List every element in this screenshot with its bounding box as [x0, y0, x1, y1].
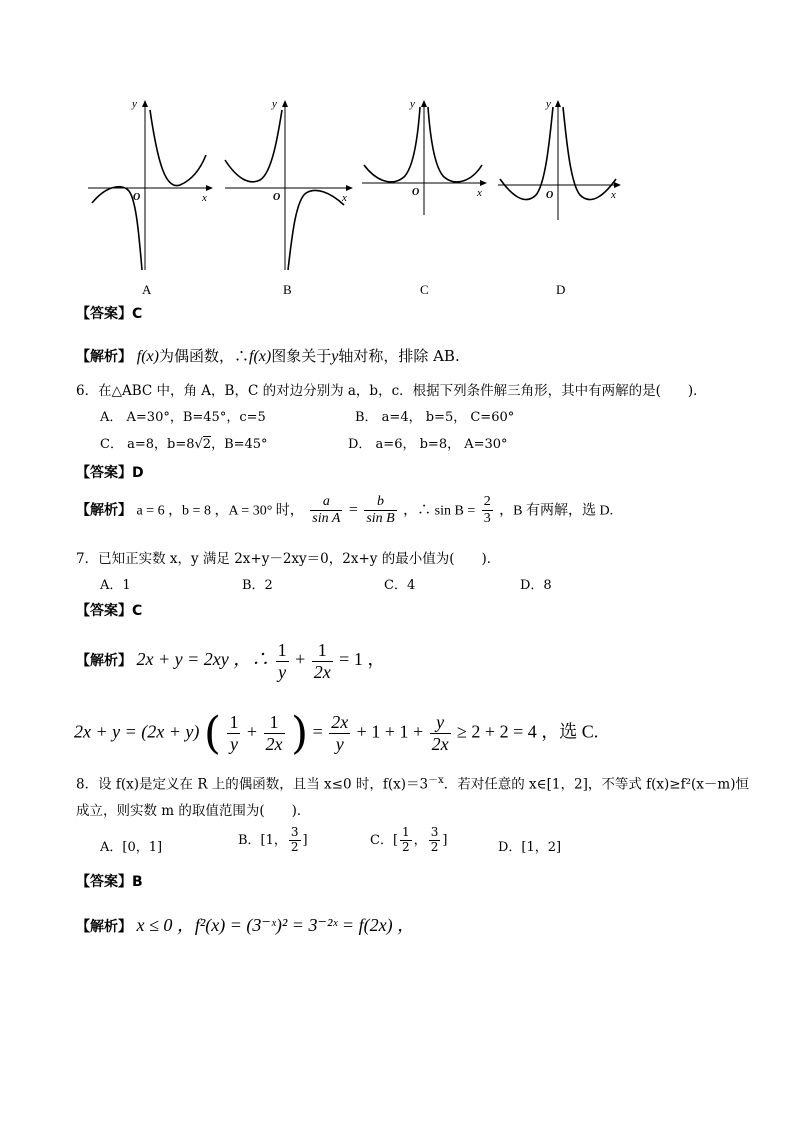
graph-b-caption: B — [283, 282, 292, 297]
q5-answer — [76, 303, 142, 323]
graph-d-y-label: y — [546, 98, 551, 110]
graph-c — [362, 98, 487, 215]
answer-value: C — [132, 306, 143, 322]
graph-c-x-label: x — [477, 187, 482, 199]
graph-d-caption: D — [556, 282, 566, 297]
graph-c-caption: C — [420, 282, 429, 297]
q6-answer: 【答案】D — [76, 465, 144, 481]
q8-option-d: D．[1，2] — [498, 840, 562, 855]
graph-b-y-label: y — [272, 98, 277, 110]
q6-stem: 6．在△ABC 中，角 A，B，C 的对边分别为 a，b，c．根据下列条件解三角形，其中有两解的是( )． — [76, 383, 707, 399]
q7-option-b: B．2 — [242, 578, 273, 593]
graph-b-origin: O — [273, 192, 281, 203]
graph-a-x-label: x — [202, 192, 207, 204]
q6-option-b: B． a=4， b=5， C=60° — [355, 410, 515, 425]
graph-a — [88, 98, 213, 270]
q5-analysis: 【解析】 f(x)为偶函数，∴f(x)图象关于y轴对称，排除 AB. — [76, 347, 460, 365]
q8-option-c: C．[ $\frac{1}{2}$ ， $\frac{3}{2}$ ] — [370, 825, 448, 854]
q6-option-d: D． a=6， b=8， A=30° — [348, 437, 508, 452]
sqrt-sign: √ — [194, 437, 203, 452]
q8-answer: 【答案】B — [76, 874, 143, 890]
q8-stem-line1: 8．设 f(x)是定义在 R 上的偶函数，且当 x≤0 时，$f(x)=3^{-x}$．若对任意的 x∈[1，2]，不等式 f(x)≥f²(x－m)恒 — [76, 775, 749, 793]
graph-b — [225, 98, 353, 270]
q6-analysis: 【解析】 a = 6 ，b = 8 ，A = 30° 时， $\frac{a}{\text{sin A}}$ = $\frac{b}{\text{sin B}}$ ，∴ sin B = $\frac{2}{3}$ ，B 有两解，选 D. — [76, 494, 614, 527]
q7-option-d: D．8 — [520, 578, 552, 593]
graph-c-y-label: y — [410, 98, 415, 110]
graph-c-origin: O — [412, 187, 420, 198]
graph-d — [498, 98, 621, 220]
graph-b-x-label: x — [342, 192, 347, 204]
graph-d-origin: O — [546, 190, 554, 201]
analysis-tag: 【解析】 — [76, 349, 132, 365]
graph-d-x-label: x — [611, 189, 616, 201]
graph-a-y-label: y — [132, 98, 137, 110]
q7-answer: 【答案】C — [76, 603, 143, 619]
q7-stem: 7．已知正实数 x，y 满足 2x+y－2xy＝0，2x+y 的最小值为( )． — [76, 551, 501, 567]
q8-stem-line2: 成立，则实数 m 的取值范围为( )． — [76, 803, 311, 819]
q8-analysis: 【解析】 x ≤ 0 ，f²(x) = (3⁻ˣ)² = 3⁻²ˣ = f(2x) ， — [76, 915, 416, 935]
q8-option-a: A．[0，1] — [100, 840, 163, 855]
q7-analysis-line1: 【解析】 2x + y = 2xy ，∴ $\frac{1}{y}$ + $\frac{1}{2x}$ = 1 ， — [76, 640, 386, 682]
q8-option-b: B．[1， $\frac{3}{2}$ ] — [238, 825, 308, 854]
graph-a-origin: O — [133, 192, 141, 203]
function-graphs — [80, 95, 640, 305]
q7-option-c: C．4 — [384, 578, 416, 593]
q6-option-c: C． a=8，b=8√2，B=45° — [100, 437, 268, 452]
q7-option-a: A．1 — [100, 578, 131, 593]
graph-a-caption: A — [142, 282, 152, 297]
q6-option-a: A． A=30°，B=45°，c=5 — [100, 410, 266, 425]
q7-analysis-line2: 2x + y = (2x + y) ( $\frac{1}{y}$ + $\frac{1}{2x}$ ) = $\frac{2x}{y}$ + 1 + 1 + $\frac{y}{2x}$ ≥ 2 + 2 = 4 ，选 C. — [74, 708, 599, 759]
answer-tag: 【答案】 — [76, 306, 132, 322]
